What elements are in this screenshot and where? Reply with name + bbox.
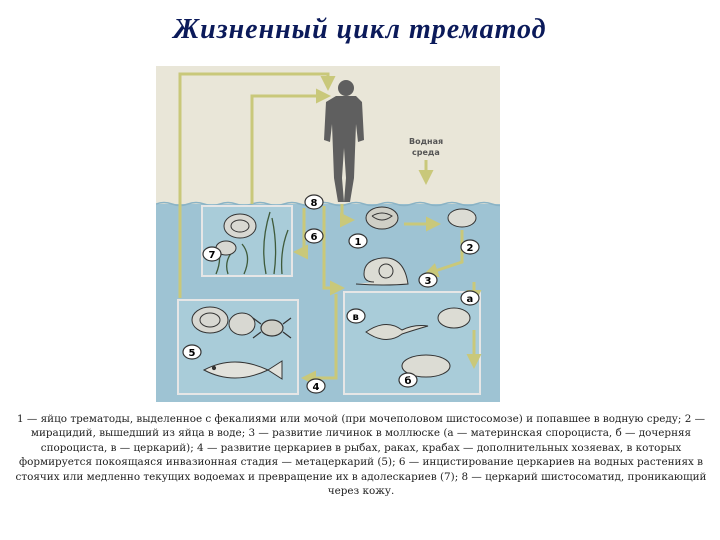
svg-text:7: 7 — [208, 250, 216, 261]
stage-marker-6 — [305, 229, 323, 243]
svg-text:4: 4 — [312, 382, 320, 393]
mother-sporocyst — [438, 308, 470, 328]
svg-text:8: 8 — [310, 198, 318, 209]
page-title: Жизненный цикл трематод — [173, 14, 547, 45]
svg-text:6: 6 — [310, 232, 318, 243]
stage-marker-3 — [419, 273, 437, 287]
svg-text:3: 3 — [424, 276, 432, 287]
water-environment-label: Водная — [409, 137, 444, 146]
svg-text:б: б — [404, 376, 412, 387]
stage-marker-8 — [305, 195, 323, 209]
svg-text:1: 1 — [354, 237, 362, 248]
stage-marker-7 — [203, 247, 221, 261]
miracidium — [448, 209, 476, 227]
metacercaria-cyst-2 — [229, 313, 255, 335]
trematode-egg — [366, 207, 398, 229]
svg-text:5: 5 — [188, 348, 196, 359]
adolescaria-cyst — [224, 214, 256, 238]
substage-marker-v — [347, 309, 365, 323]
figure-caption: 1 — яйцо трематоды, выделенное с фекалиями или мочой (при мочеполовом шистосомозе) и попавшее в водную среду; 2 — мирацидий, вышедший из яйца в воде; 3 — развитие личинок в моллюске (а — материнская спороциста, б — дочерняя спороциста, в — церкарий); 4 — развитие церкариев в рыбах, раках, крабах — дополнительных хозяевах, в которых формируется покоящаяся инвазионная стадия — метацеркарий (5); 6 — инцистирование церкариев на водных растениях в стоячих или медленно текущих водоемах и превращение их в адолескариев (7); 8 — церкарий шистосоматид, проникающий через кожу. — [15, 413, 707, 498]
trematode-life-cycle-diagram — [156, 66, 500, 402]
water-environment-label-2: среда — [412, 148, 440, 157]
stage-marker-5 — [183, 345, 201, 359]
metacercaria-cyst — [192, 307, 228, 333]
svg-text:а: а — [466, 294, 474, 305]
substage-marker-a — [461, 291, 479, 305]
stage-marker-4 — [307, 379, 325, 393]
substage-marker-b — [399, 373, 417, 387]
stage-marker-2 — [461, 240, 479, 254]
stage-marker-1 — [349, 234, 367, 248]
svg-text:в: в — [352, 312, 359, 323]
svg-text:2: 2 — [466, 243, 474, 254]
